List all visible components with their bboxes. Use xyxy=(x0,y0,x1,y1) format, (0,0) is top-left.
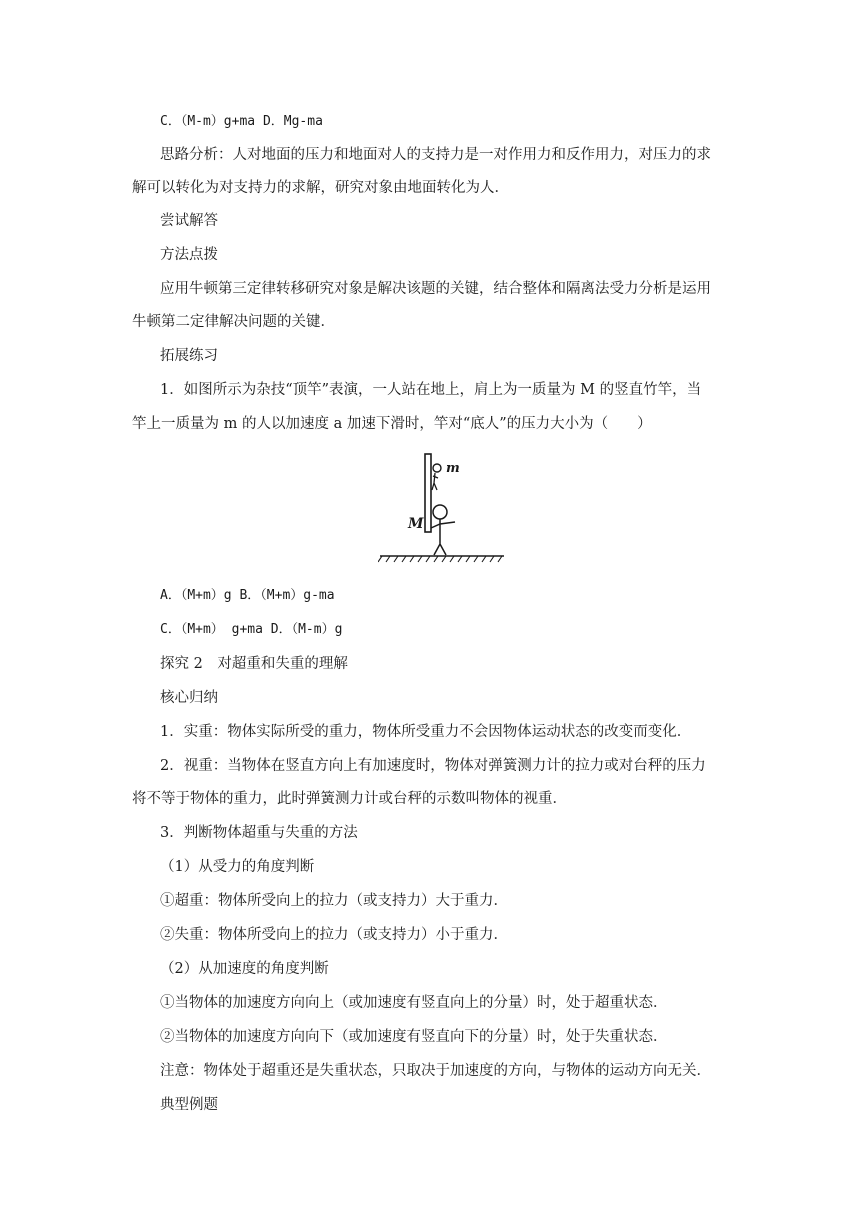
method-line-2: 牛顿第二定律解决问题的关键． xyxy=(132,314,335,330)
overweight-force: ①超重：物体所受向上的拉力（或支持力）大于重力． xyxy=(160,893,508,909)
label-m: m xyxy=(446,461,460,476)
option-line-cd-2: C．（M+m） g+ma D．（M-m）g xyxy=(160,622,343,637)
section-heading-example: 典型例题 xyxy=(160,1097,218,1113)
top-person-head xyxy=(433,464,441,472)
method-line-1: 应用牛顿第三定律转移研究对象是解决该题的关键，结合整体和隔离法受力分析是运用 xyxy=(160,281,711,297)
point-apparent-weight-2: 将不等于物体的重力，此时弹簧测力计或台秤的示数叫物体的视重． xyxy=(132,791,567,807)
question-line-1: 1．如图所示为杂技“顶竿”表演，一人站在地上，肩上为一质量为 M 的竖直竹竿，当 xyxy=(160,382,702,398)
point-apparent-weight-1: 2．视重：当物体在竖直方向上有加速度时，物体对弹簧测力计的拉力或对台秤的压力 xyxy=(160,758,706,774)
section-heading-core: 核心归纳 xyxy=(160,690,218,706)
point-real-weight: 1．实重：物体实际所受的重力，物体所受重力不会因物体运动状态的改变而变化． xyxy=(160,724,692,740)
question-line-2: 竿上一质量为 m 的人以加速度 a 加速下滑时，竿对“底人”的压力大小为（ ） xyxy=(132,416,652,432)
bottom-person-body xyxy=(431,519,455,555)
sub-point-acceleration: （2）从加速度的角度判断 xyxy=(160,961,329,977)
label-M: M xyxy=(408,516,424,532)
pole-acrobat-figure xyxy=(378,450,508,570)
point-judge-method: 3．判断物体超重与失重的方法 xyxy=(160,825,358,841)
section-heading-practice: 拓展练习 xyxy=(160,348,218,364)
ground-hatching xyxy=(378,556,502,562)
analysis-line-2: 解可以转化为对支持力的求解，研究对象由地面转化为人． xyxy=(132,180,509,196)
section-heading-try: 尝试解答 xyxy=(160,213,218,229)
pole-shape xyxy=(425,454,431,532)
section-heading-method: 方法点拨 xyxy=(160,247,218,263)
section-heading-explore-2: 探究 2 对超重和失重的理解 xyxy=(160,656,348,672)
option-line-ab: A．（M+m）g B．（M+m）g-ma xyxy=(160,588,335,603)
top-person-body xyxy=(432,473,438,490)
bottom-person-head xyxy=(433,505,447,519)
note-line: 注意：物体处于超重还是失重状态，只取决于加速度的方向，与物体的运动方向无关． xyxy=(160,1063,711,1079)
weightless-acceleration: ②当物体的加速度方向向下（或加速度有竖直向下的分量）时，处于失重状态． xyxy=(160,1029,668,1045)
sub-point-force: （1）从受力的角度判断 xyxy=(160,859,315,875)
weightless-force: ②失重：物体所受向上的拉力（或支持力）小于重力． xyxy=(160,927,508,943)
overweight-acceleration: ①当物体的加速度方向向上（或加速度有竖直向上的分量）时，处于超重状态． xyxy=(160,995,668,1011)
analysis-line-1: 思路分析：人对地面的压力和地面对人的支持力是一对作用力和反作用力，对压力的求 xyxy=(160,147,711,163)
option-line-cd: C．（M-m）g+ma D．Mg-ma xyxy=(160,114,323,129)
